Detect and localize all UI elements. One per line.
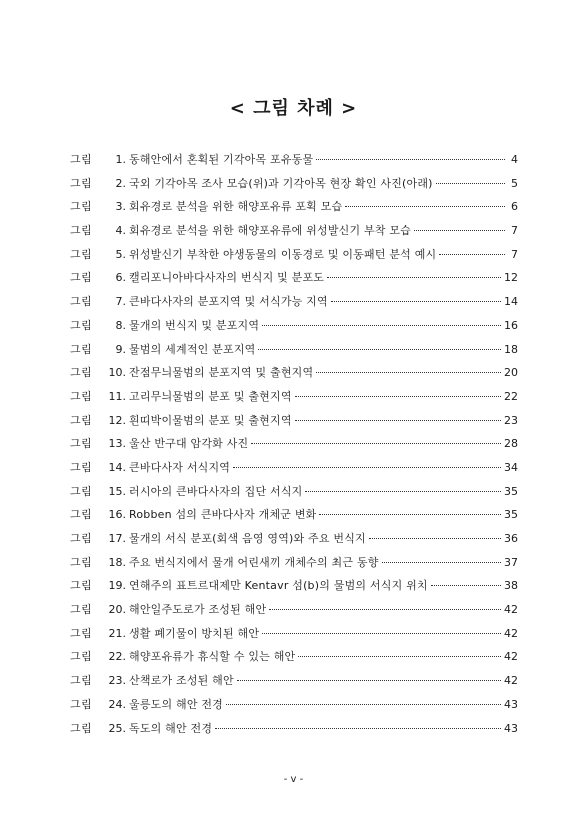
figure-prefix: 그림 [70,579,93,593]
toc-entry[interactable] [70,246,518,270]
figure-number: 16. [108,508,126,522]
toc-entry[interactable] [70,412,518,436]
figure-number: 23. [108,674,126,688]
toc-entry[interactable] [70,151,518,175]
figure-page-number: 12 [504,271,518,285]
figure-page-number: 7 [511,224,518,238]
figure-prefix: 그림 [70,318,93,332]
figure-prefix: 그림 [70,508,93,522]
toc-entry[interactable] [70,720,518,744]
figure-title: 해양포유류가 휴식할 수 있는 해안 [129,650,296,664]
figure-prefix: 그림 [70,555,93,569]
figure-number: 8. [115,318,126,332]
toc-entry[interactable] [70,269,518,293]
figure-title: 물개의 번식지 및 분포지역 [129,318,260,332]
figure-number: 12. [108,413,126,427]
toc-entry[interactable] [70,696,518,720]
figure-page-number: 5 [511,176,518,190]
figure-prefix: 그림 [70,389,93,403]
dot-leader [215,728,501,729]
figure-prefix: 그림 [70,532,93,545]
dot-leader [316,372,501,373]
toc-entry[interactable] [70,601,518,625]
figure-number: 18. [108,555,126,569]
figure-number: 3. [115,200,126,214]
figure-prefix: 그림 [70,697,93,711]
dot-leader [295,396,501,397]
figure-prefix: 그림 [70,437,93,451]
figure-title: 회유경로 분석을 위한 해양포유류 포획 모습 [129,200,343,214]
toc-entry[interactable] [70,554,518,578]
toc-entry[interactable] [70,577,518,601]
figure-page-number: 6 [511,200,518,214]
figure-number: 14. [108,460,126,474]
toc-entry[interactable] [70,625,518,649]
figure-page-number: 42 [504,650,518,664]
toc-entry[interactable] [70,222,518,246]
figure-prefix: 그림 [70,176,93,190]
figure-number: 9. [115,342,126,356]
figure-title: 큰바다사자의 분포지역 및 서식가능 지역 [129,295,328,309]
figure-prefix: 그림 [70,153,93,166]
toc-entry[interactable] [70,435,518,459]
dot-leader [439,254,505,255]
figure-number: 13. [108,437,126,451]
figure-page-number: 35 [504,508,518,522]
figure-number: 21. [108,626,126,640]
figure-page-number: 23 [504,413,518,427]
figure-number: 15. [108,484,126,498]
figure-prefix: 그림 [70,721,93,735]
figure-page-number: 20 [504,366,518,380]
dot-leader [382,562,501,563]
page-number-footer: - v - [283,774,304,785]
dot-leader [414,230,505,231]
dot-leader [262,633,501,634]
figure-title: 국외 기각아목 조사 모습(위)과 기각아목 현장 확인 사진(아래) [129,176,433,190]
figure-page-number: 4 [511,153,518,166]
figure-page-number: 37 [504,555,518,569]
figure-number: 22. [108,650,126,664]
figure-title: 해안일주도로가 조성된 해안 [129,603,267,617]
figure-title: 연해주의 표트르대제만 Kentavr 섬(b)의 물범의 서식지 위치 [129,579,428,593]
dot-leader [436,183,505,184]
dot-leader [251,443,501,444]
figure-title: Robben 섬의 큰바다사자 개체군 변화 [129,508,317,522]
figure-number: 1. [115,153,126,166]
dot-leader [319,514,501,515]
figure-title: 잔점무늬물범의 분포지역 및 출현지역 [129,366,314,380]
figure-number: 11. [108,389,126,403]
figure-title: 큰바다사자 서식지역 [129,460,231,474]
figure-title: 울릉도의 해안 전경 [129,697,224,711]
figure-page-number: 43 [504,697,518,711]
figure-page-number: 42 [504,674,518,688]
figure-number: 17. [108,532,126,545]
figure-page-number: 22 [504,389,518,403]
figure-number: 25. [108,721,126,735]
dot-leader [295,420,501,421]
figure-prefix: 그림 [70,650,93,664]
figure-page-number: 7 [511,247,518,261]
figure-prefix: 그림 [70,271,93,285]
figure-page-number: 38 [504,579,518,593]
toc-entry[interactable] [70,293,518,317]
toc-entry[interactable] [70,198,518,222]
figure-number: 19. [108,579,126,593]
figure-page-number: 16 [504,318,518,332]
toc-entry[interactable] [70,648,518,672]
figure-title: 위성발신기 부착한 야생동물의 이동경로 및 이동패턴 분석 예시 [129,247,437,261]
toc-entry[interactable] [70,364,518,388]
figure-page-number: 42 [504,603,518,617]
figure-title: 동해안에서 혼획된 기각아목 포유동물 [129,153,314,166]
figure-prefix: 그림 [70,603,93,617]
figure-page-number: 42 [504,626,518,640]
figure-number: 7. [115,295,126,309]
figure-prefix: 그림 [70,342,93,356]
toc-entry[interactable] [70,388,518,412]
dot-leader [305,491,501,492]
figure-title: 캘리포니아바다사자의 번식지 및 분포도 [129,271,325,285]
toc-entry[interactable] [70,530,518,554]
figure-prefix: 그림 [70,674,93,688]
figure-prefix: 그림 [70,460,93,474]
dot-leader [298,656,501,657]
dot-leader [369,538,501,539]
figure-number: 5. [115,247,126,261]
figure-title: 산책로가 조성된 해안 [129,674,234,688]
toc-entry[interactable] [70,672,518,696]
dot-leader [233,467,501,468]
toc-entry[interactable] [70,341,518,365]
figure-title: 고리무늬물범의 분포 및 출현지역 [129,389,292,403]
toc-entry[interactable] [70,459,518,483]
page-title: < 그림 차례 > [229,98,358,119]
figure-number: 6. [115,271,126,285]
figure-page-number: 28 [504,437,518,451]
toc-entry[interactable] [70,175,518,199]
dot-leader [331,301,501,302]
figure-number: 24. [108,697,126,711]
figure-page-number: 18 [504,342,518,356]
figure-title: 울산 반구대 암각화 사진 [129,437,249,451]
figure-title: 러시아의 큰바다사자의 집단 서식지 [129,484,303,498]
figure-title: 회유경로 분석을 위한 해양포유류에 위성발신기 부착 모습 [129,224,412,238]
figure-title: 흰띠박이물범의 분포 및 출현지역 [129,413,292,427]
figure-title: 주요 번식지에서 물개 어린새끼 개체수의 최근 동향 [129,555,379,569]
figure-prefix: 그림 [70,413,93,427]
dot-leader [258,349,501,350]
figure-number: 20. [108,603,126,617]
figure-prefix: 그림 [70,247,93,261]
dot-leader [345,206,505,207]
dot-leader [237,680,501,681]
figure-page-number: 36 [504,532,518,545]
dot-leader [269,609,501,610]
toc-entry[interactable] [70,483,518,507]
dot-leader [327,277,501,278]
figure-title: 생활 폐기물이 방치된 해안 [129,626,260,640]
figure-prefix: 그림 [70,224,93,238]
figure-title: 물개의 서식 분포(회색 음영 영역)와 주요 번식지 [129,532,366,545]
figure-number: 10. [108,366,126,380]
dot-leader [226,704,501,705]
figure-title: 물범의 세계적인 분포지역 [129,342,256,356]
dot-leader [316,159,505,160]
dot-leader [262,325,501,326]
figure-number: 4. [115,224,126,238]
figure-prefix: 그림 [70,366,93,380]
figure-page-number: 34 [504,460,518,474]
figure-number: 2. [115,176,126,190]
figure-prefix: 그림 [70,200,93,214]
figure-title: 독도의 해안 전경 [129,721,213,735]
dot-leader [431,585,501,586]
figure-page-number: 35 [504,484,518,498]
figure-prefix: 그림 [70,484,93,498]
figure-list [70,151,518,743]
toc-entry[interactable] [70,317,518,341]
figure-prefix: 그림 [70,295,93,309]
figure-prefix: 그림 [70,626,93,640]
toc-entry[interactable] [70,506,518,530]
figure-page-number: 43 [504,721,518,735]
figure-page-number: 14 [504,295,518,309]
